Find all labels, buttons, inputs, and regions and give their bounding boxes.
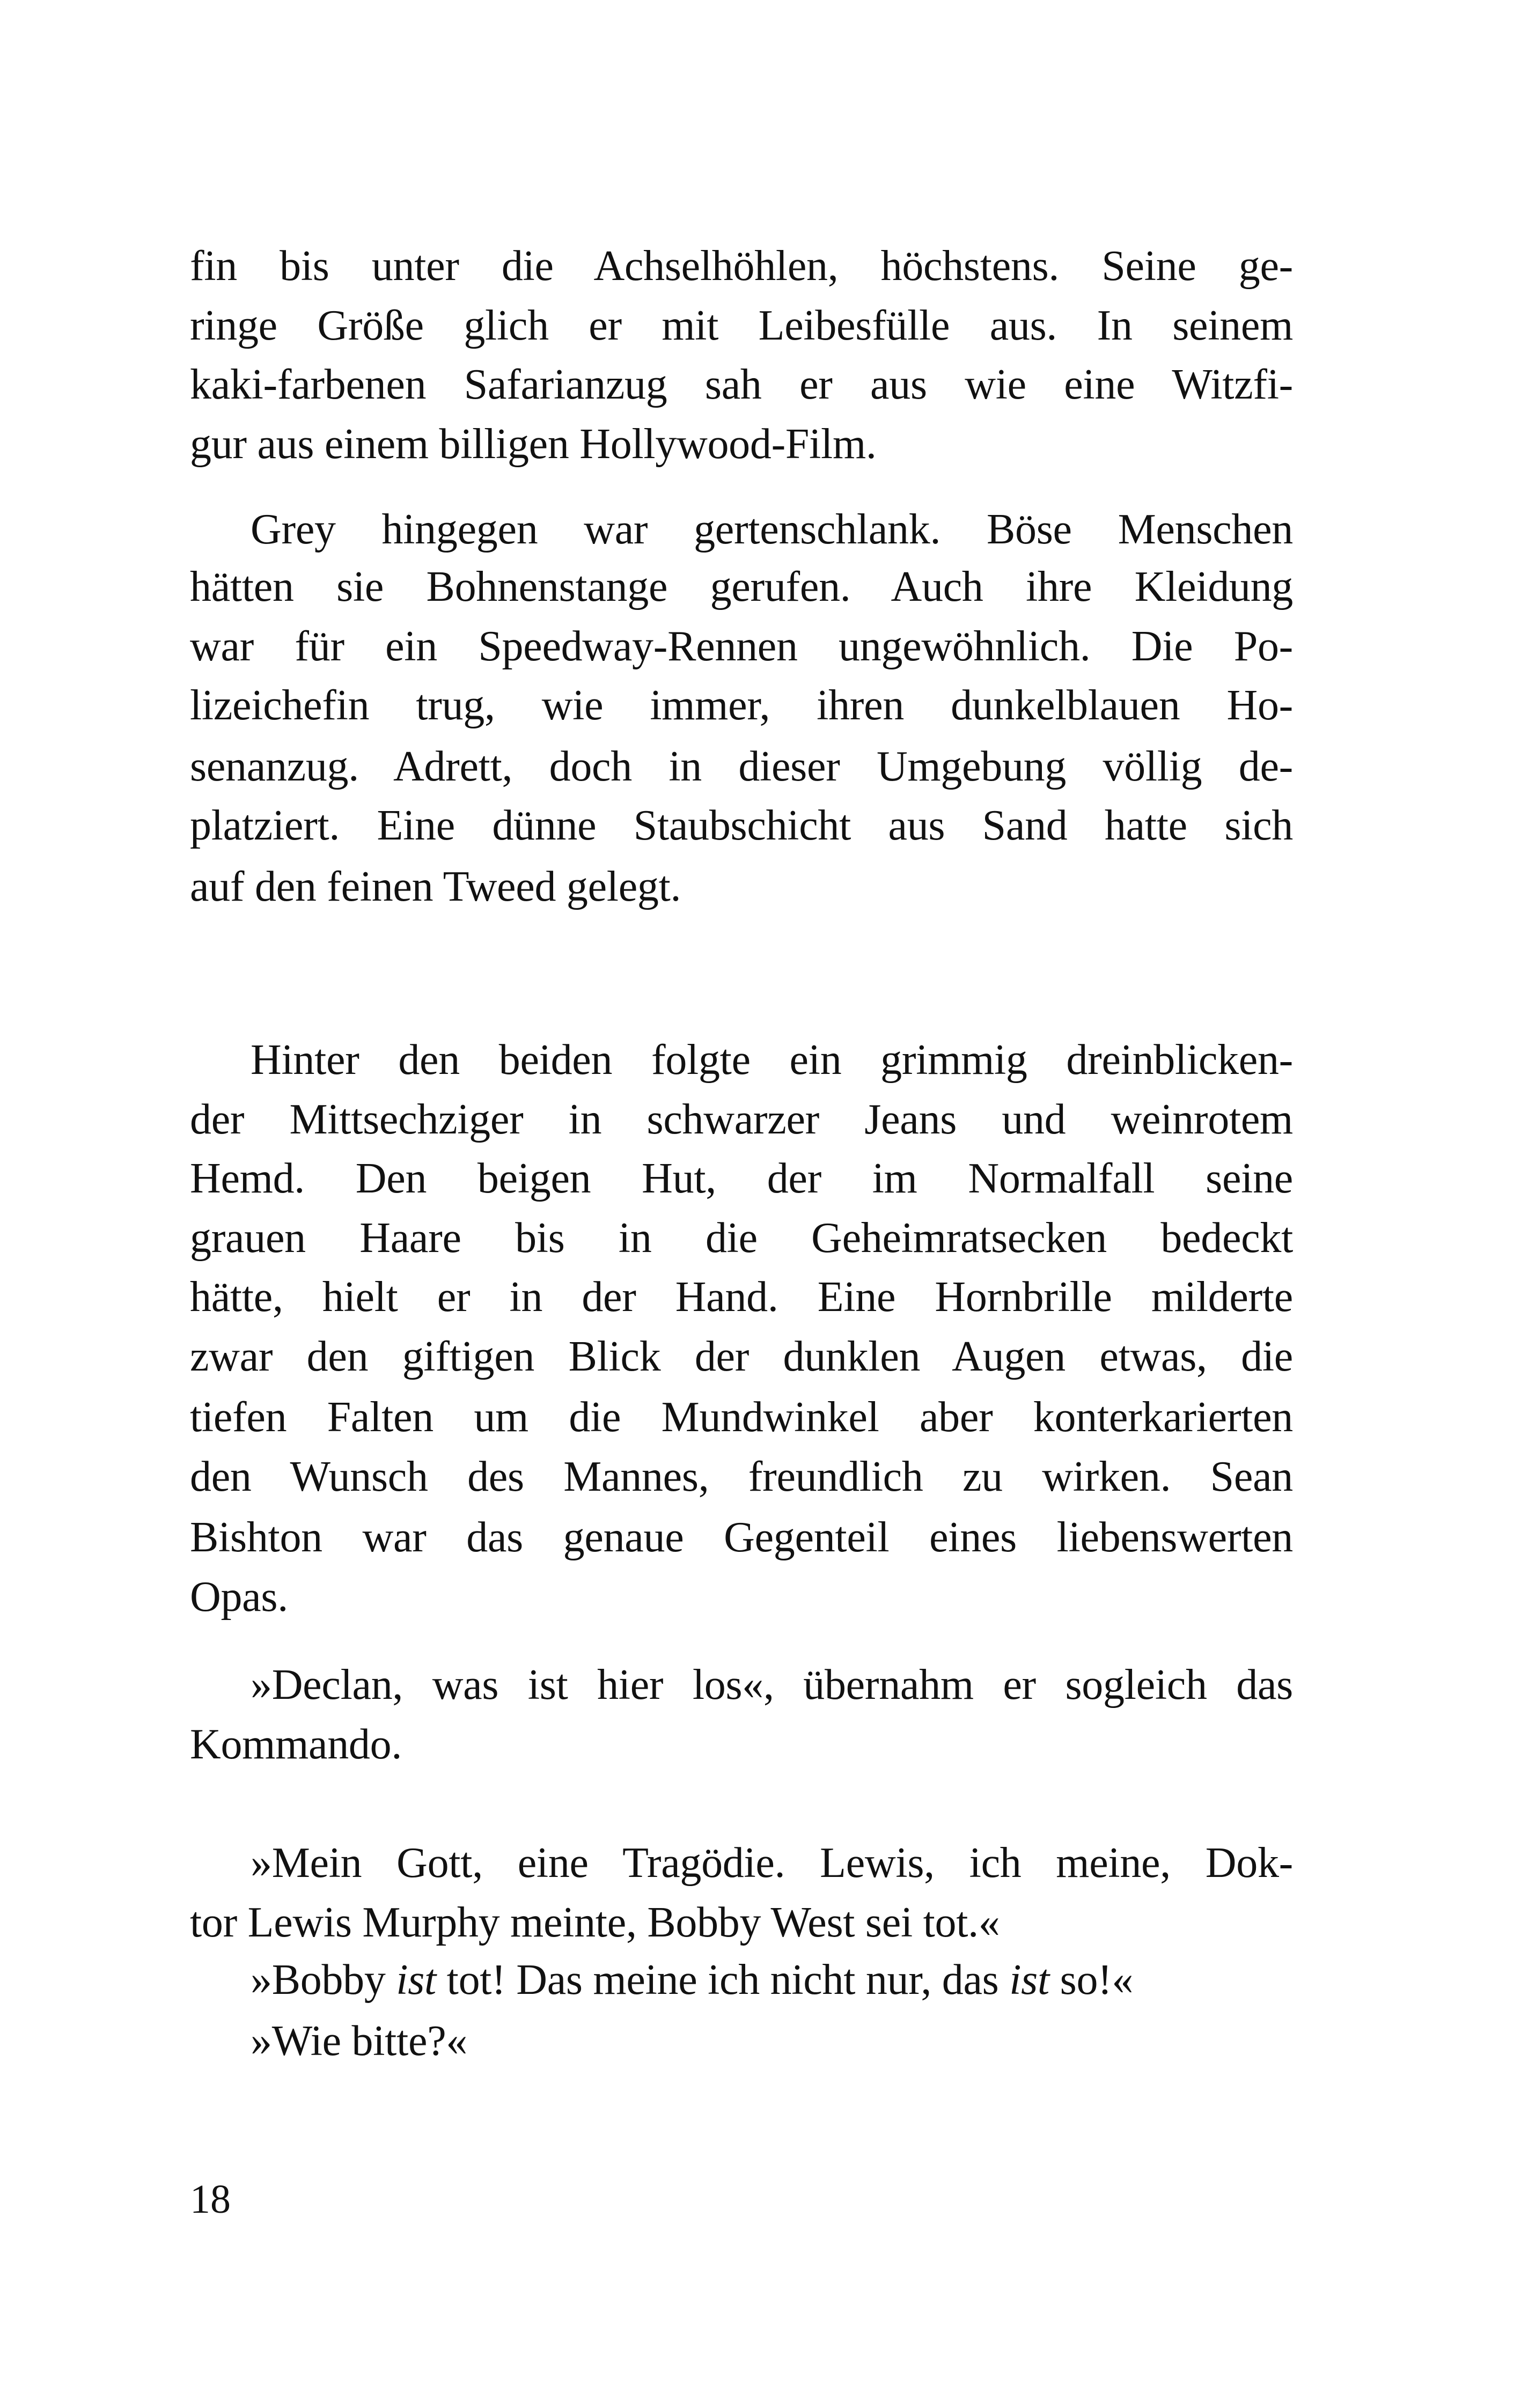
text-line: tiefen Falten um die Mundwinkel aber konterkarierten [190,1394,1293,1441]
text-line: der Mittsechziger in schwarzer Jeans und weinrotem [190,1096,1293,1143]
text-line: Bishton war das genaue Gegenteil eines liebenswerten [190,1514,1293,1561]
text-line: Grey hingegen war gertenschlank. Böse Menschen [251,506,1293,553]
text-line [251,1950,1293,2009]
text-line: senanzug. Adrett, doch in dieser Umgebung völlig de- [190,743,1293,790]
text-line: auf den feinen Tweed gelegt. [190,863,681,910]
text-line: Opas. [190,1573,288,1621]
text-line: war für ein Speedway-Rennen ungewöhnlich. Die Po- [190,623,1293,670]
text-line: platziert. Eine dünne Staubschicht aus Sand hatte sich [190,802,1293,849]
text-line: Hemd. Den beigen Hut, der im Normalfall seine [190,1155,1293,1202]
emphasis: ist [1009,1956,1049,2004]
text-line: hätte, hielt er in der Hand. Eine Hornbrille milderte [190,1273,1293,1321]
text-line: fin bis unter die Achselhöhlen, höchstens. Seine ge- [190,242,1293,290]
text-segment: so!« [1049,1956,1134,2004]
text-line: den Wunsch des Mannes, freundlich zu wirken. Sean [190,1453,1293,1500]
text-line: hätten sie Bohnenstange gerufen. Auch ihre Kleidung [190,563,1293,610]
text-line: »Declan, was ist hier los«, übernahm er sogleich das [251,1661,1293,1709]
text-line: Kommando. [190,1721,402,1768]
text-line: »Wie bitte?« [251,2017,468,2065]
emphasis: ist [396,1956,436,2004]
text-segment: »Bobby [251,1956,396,2004]
text-line: gur aus einem billigen Hollywood-Film. [190,421,877,468]
page-number: 18 [190,2177,231,2222]
text-line: »Mein Gott, eine Tragödie. Lewis, ich meine, Dok- [251,1839,1293,1887]
text-line: grauen Haare bis in die Geheimratsecken bedeckt [190,1214,1293,1262]
text-segment: tot! Das meine ich nicht nur, das [436,1956,1010,2004]
text-line: tor Lewis Murphy meinte, Bobby West sei tot.« [190,1899,1000,1946]
text-line: kaki-farbenen Safarianzug sah er aus wie eine Witzfi- [190,361,1293,408]
text-line: ringe Größe glich er mit Leibesfülle aus. In seinem [190,302,1293,349]
text-line: zwar den giftigen Blick der dunklen Augen etwas, die [190,1333,1293,1380]
text-line: lizeichefin trug, wie immer, ihren dunkelblauen Ho- [190,682,1293,729]
text-line: Hinter den beiden folgte ein grimmig dreinblicken- [251,1036,1293,1084]
